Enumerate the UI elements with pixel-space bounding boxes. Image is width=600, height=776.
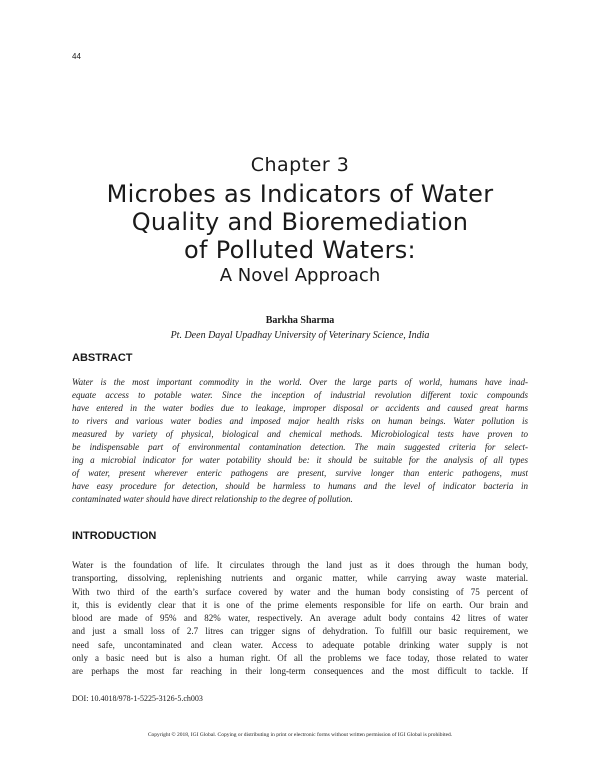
author-affiliation: Pt. Deen Dayal Upadhay University of Veterinary Science, India [170,330,430,341]
introduction-line: With two third of the earth’s surface covered by water and the human body consisting of 75 percent of [72,586,528,597]
introduction-text [72,559,528,679]
abstract-line: of water, present wherever enteric pathogens are present, survive longer than enteric pathogens, must [72,468,528,478]
introduction-line: and just a small loss of 2.7 litres can trigger signs of dehydration. To fulfill our basic requirement, we [72,626,528,637]
chapter-label: Chapter 3 [250,154,350,176]
introduction-line: Water is the foundation of life. It circulates through the land just as it does through the human body, [72,560,528,570]
abstract-line: be indispensable part of environmental contamination detection. The main suggested criteria for select- [72,442,528,452]
abstract-heading: ABSTRACT [72,352,133,364]
chapter-subtitle: A Novel Approach [219,265,381,286]
abstract-line: equate access to potable water. Since the inception of industrial revolution different toxic compounds [72,390,528,400]
introduction-line: blood are made of 95% and 82% water, respectively. An average adult body contains 42 litres of water [72,613,528,624]
abstract-line: measured by variety of physical, biological and chemical methods. Microbiological tests have proven to [72,429,528,439]
title-line: Microbes as Indicators of Water [106,180,494,208]
abstract-line: to rivers and various water bodies and imposed major health risks on human beings. Water pollution is [72,416,528,426]
abstract-line: contaminated water should have direct relationship to the degree of pollution. [72,494,353,504]
introduction-heading: INTRODUCTION [72,530,157,542]
title-line: of Polluted Waters: [184,236,416,264]
abstract-line: have easy procedure for detection, should be harmless to humans and the level of indicator bacteria in [72,481,528,491]
copyright-notice: Copyright © 2018, IGI Global. Copying or distributing in print or electronic forms without written permission of IGI Global is prohibited. [147,732,453,738]
page-number: 44 [72,52,81,61]
author-name: Barkha Sharma [265,315,335,326]
abstract-line: have entered in the water bodies due to leakage, improper disposal or accidents and caused great harms [72,403,528,413]
chapter-title [40,180,560,264]
title-line: Quality and Bioremediation [131,208,469,236]
abstract-text [72,376,528,506]
doi-line: DOI: 10.4018/978-1-5225-3126-5.ch003 [72,694,203,703]
introduction-line: need safe, uncontaminated and clean water. Access to adequate potable drinking water supply is not [72,639,528,650]
introduction-line: are perhaps the most far reaching in their long-term consequences and the most difficult to tackle. If [72,666,528,677]
introduction-line: only a basic need but is also a human right. Of all the problems we face today, those related to water [72,653,528,664]
introduction-line: transporting, dissolving, replenishing nutrients and organic matter, while carrying away waste material. [72,573,528,584]
introduction-line: it, this is evidently clear that it is one of the prime elements responsible for life on earth. Our brain and [72,599,528,610]
abstract-line: ing a microbial indicator for water potability should be: it should be suitable for the analysis of all types [72,455,528,465]
abstract-line: Water is the most important commodity in the world. Over the large parts of world, humans have inad- [72,377,528,387]
